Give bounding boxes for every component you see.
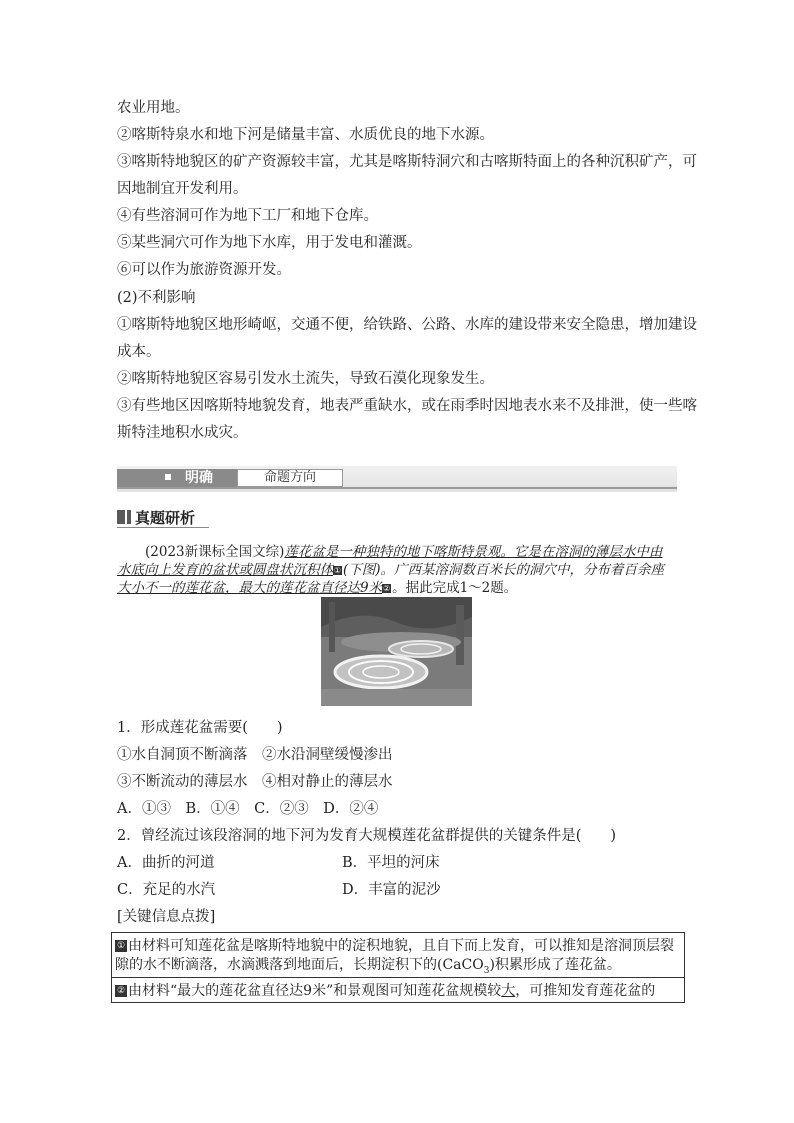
paragraph: 成本。: [117, 344, 161, 360]
key-info-item-2: ② 由材料“最大的莲花盆直径达9米”和景观图可知莲花盆规模较大，可推知发育莲花盆的: [116, 983, 656, 999]
paragraph: ④有些溶洞可作为地下工厂和地下仓库。: [117, 208, 378, 224]
divider: [117, 487, 677, 489]
divider: [117, 527, 209, 528]
key-info-label: [关键信息点拨]: [117, 909, 216, 925]
question-2-stem: 2．曾经流过该段溶洞的地下河为发育大规模莲花盆群提供的关键条件是( ): [117, 828, 617, 844]
key-info-item-1: ① 由材料可知莲花盆是喀斯特地貌中的淀积地貌，且自下而上发育，可以推知是溶洞顶层裂: [116, 938, 674, 954]
intro-line-2: 水底向上发育的盆状或圆盘状沉积体① (下图)。广西某溶洞数百米长的洞穴中，分布着百余座: [117, 562, 665, 578]
paragraph: ③有些地区因喀斯特地貌发育，地表严重缺水，或在雨季时因地表水来不及排泄，使一些喀: [117, 398, 697, 414]
paragraph: ⑥可以作为旅游资源开发。: [117, 262, 291, 278]
question-2-option-c: C．充足的水汽: [117, 882, 216, 898]
lotus-basin-photo: [321, 597, 472, 706]
intro-line-3: 大小不一的莲花盆，最大的莲花盆直径达9米② 。据此完成1～2题。: [117, 580, 518, 596]
key-info-item-1-cont: 隙的水不断滴落，水滴溅落到地面后，长期淀积下的(CaCO$_3$)积累形成了莲花盆。: [115, 957, 621, 976]
band-light-label: 命题方向: [237, 469, 343, 487]
question-1-statements: ①水自洞顶不断滴落 ②水沿洞壁缓慢渗出: [117, 747, 393, 763]
paragraph: ②喀斯特地貌区容易引发水土流失，导致石漠化现象发生。: [117, 371, 494, 387]
paragraph: ⑤某些洞穴可作为地下水库，用于发电和灌溉。: [117, 235, 422, 251]
question-2-option-b: B．平坦的河床: [342, 855, 440, 871]
question-1-statements: ③不断流动的薄层水 ④相对静止的薄层水: [117, 774, 393, 790]
cave-photo-image: [321, 597, 472, 706]
square-bullet-icon: [165, 474, 171, 480]
paragraph: ③喀斯特地貌区的矿产资源较丰富，尤其是喀斯特洞穴和古喀斯特面上的各种沉积矿产，可: [117, 154, 697, 170]
heading-marker-icon: [117, 510, 125, 524]
paragraph: ②喀斯特泉水和地下河是储量丰富、水质优良的地下水源。: [117, 127, 494, 143]
question-2-option-d: D．丰富的泥沙: [342, 882, 441, 898]
paragraph: ①喀斯特地貌区地形崎岖，交通不便，给铁路、公路、水库的建设带来安全隐患，增加建设: [117, 317, 697, 333]
paragraph: 斯特洼地积水成灾。: [117, 425, 248, 441]
paragraph: 因地制宜开发利用。: [117, 181, 248, 197]
band-dark-label: 明确: [117, 469, 237, 487]
section-heading: 真题研析: [135, 509, 196, 527]
heading-marker-icon: [127, 510, 131, 524]
intro-line-1: (2023新课标全国文综)莲花盆是一种独特的地下喀斯特景观。它是在溶洞的薄层水中由: [145, 544, 663, 560]
question-1-choices: A．①③ B．①④ C．②③ D．②④: [117, 801, 379, 817]
question-2-option-a: A．曲折的河道: [117, 855, 215, 871]
paragraph: 农业用地。: [117, 100, 190, 116]
question-1-stem: 1．形成莲花盆需要( ): [117, 720, 283, 736]
subsection-heading: (2)不利影响: [117, 290, 196, 306]
